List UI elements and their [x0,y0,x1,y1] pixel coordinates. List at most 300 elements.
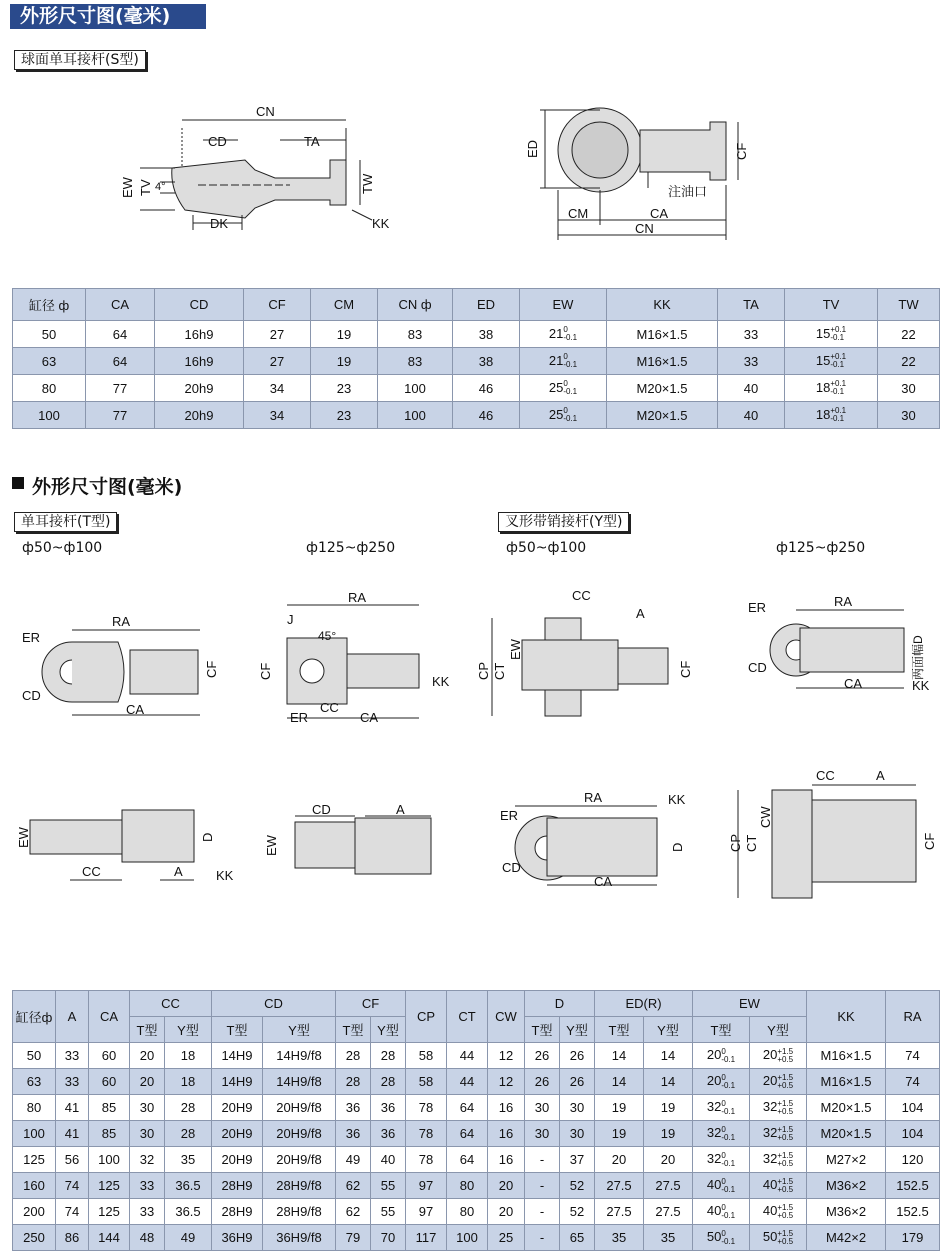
cell: 74 [56,1173,89,1199]
cell: 19 [644,1095,693,1121]
cell: 49 [165,1225,212,1251]
cell: 33 [718,321,785,348]
label-cn: CN [256,104,275,119]
cell: 64 [86,321,155,348]
t-y-type-drawings [0,580,950,910]
cell: 26 [525,1043,560,1069]
cell: 55 [371,1199,406,1225]
cell: - [525,1173,560,1199]
label-ra-7: RA [584,790,603,805]
cell: 125 [89,1199,130,1225]
cell: 20h9 [155,375,244,402]
cell: 36 [336,1121,371,1147]
label-ed: ED [525,139,540,158]
cell: 80 [13,1095,56,1121]
label-ew-6: EW [264,835,279,856]
cell: 36 [371,1121,406,1147]
cell: 20H9/f8 [263,1121,336,1147]
cell: 74 [886,1043,940,1069]
cell: 400 -0.1 [693,1199,750,1225]
cell: 30 [878,402,940,429]
label-cp-8: CP [728,833,743,852]
s-type-drawings [0,90,950,260]
cell: 56 [56,1147,89,1173]
cell: 77 [86,375,155,402]
col-cc: CC [130,991,212,1017]
label-oil-port: 注油口 [668,184,708,199]
label-a-3: A [636,606,645,621]
cell: 80 [13,375,86,402]
label-angle4: 4° [155,181,166,193]
cell: 74 [56,1199,89,1225]
cell: 200 -0.1 [693,1069,750,1095]
cell: 14H9/f8 [263,1043,336,1069]
label-cd: CD [208,134,227,149]
cell: 85 [89,1121,130,1147]
cell: 20 [488,1199,525,1225]
label-cf: CF [734,142,749,160]
table-row [13,375,940,402]
cell: 16h9 [155,321,244,348]
cell: 14 [595,1043,644,1069]
cell: 23 [311,402,378,429]
cell: 27.5 [595,1173,644,1199]
cell: 28H9 [212,1173,263,1199]
cell: 12 [488,1069,525,1095]
cell: 50 [13,1043,56,1069]
cell: 26 [525,1069,560,1095]
cell: 40 [718,402,785,429]
sub-y: Y型 [371,1017,406,1043]
cell: 36.5 [165,1173,212,1199]
label-a-8: A [876,768,885,783]
cell: 40 [718,375,785,402]
label-kk: KK [372,216,390,231]
label-er-2: ER [290,710,309,725]
label-d-5: D [200,832,215,842]
cell: 60 [89,1069,130,1095]
label-ew: EW [120,177,135,198]
label-cd-4: CD [748,660,767,675]
sub-t: T型 [130,1017,165,1043]
label-ca-2: CA [360,710,379,725]
label-ca-1: CA [126,702,145,717]
cell: M20×1.5 [607,375,718,402]
cell: 30 [525,1095,560,1121]
s-type-tag: 球面单耳接杆(S型) [14,50,146,70]
table-row [13,348,940,375]
cell: 20 [595,1147,644,1173]
cell: 32+1.5 +0.5 [750,1121,807,1147]
cell: 60 [89,1043,130,1069]
col-cd: CD [212,991,336,1017]
cell: 35 [595,1225,644,1251]
cell: 52 [560,1173,595,1199]
cell: M27×2 [807,1147,886,1173]
cell: M16×1.5 [607,321,718,348]
cell: 79 [336,1225,371,1251]
col-d: D [525,991,595,1017]
col-ra: RA [886,991,940,1043]
cell: M20×1.5 [807,1095,886,1121]
sub-t: T型 [693,1017,750,1043]
cell: 44 [447,1069,488,1095]
cell: 18 [165,1069,212,1095]
cell: 16 [488,1095,525,1121]
label-ca-4: CA [844,676,863,691]
cell: 16h9 [155,348,244,375]
cell: 100 [378,402,453,429]
cell: 100 [89,1147,130,1173]
cell: 30 [130,1095,165,1121]
cell: 28 [371,1043,406,1069]
col-tv: TV [785,289,878,321]
cell: 26 [560,1043,595,1069]
label-cc-8: CC [816,768,835,783]
cell: 144 [89,1225,130,1251]
cell: 16 [488,1121,525,1147]
cell: 152.5 [886,1199,940,1225]
label-ew-5: EW [16,827,31,848]
cell: 28H9/f8 [263,1173,336,1199]
cell: 50 [13,321,86,348]
col-kk: KK [807,991,886,1043]
cell: 78 [406,1147,447,1173]
label-a-6: A [396,802,405,817]
cell: 36.5 [165,1199,212,1225]
cell: 78 [406,1095,447,1121]
cell: 152.5 [886,1173,940,1199]
cell: 100 [13,1121,56,1147]
cell: 14 [644,1069,693,1095]
label-cf-8: CF [922,832,937,850]
cell: M16×1.5 [607,348,718,375]
cell: 20+1.5 +0.5 [750,1069,807,1095]
cell: 28H9/f8 [263,1199,336,1225]
cell: 19 [595,1121,644,1147]
sub-t: T型 [212,1017,263,1043]
col-bore: 缸径ф [13,991,56,1043]
cell: 34 [244,402,311,429]
col-cf: CF [336,991,406,1017]
cell: 320 -0.1 [693,1147,750,1173]
cell: 33 [56,1069,89,1095]
table-row [13,321,940,348]
label-dk: DK [210,216,229,231]
label-ct-8: CT [744,834,759,852]
col-cf: CF [244,289,311,321]
cell: 104 [886,1121,940,1147]
cell: 28 [336,1069,371,1095]
cell: 83 [378,348,453,375]
cell: 120 [886,1147,940,1173]
cell: 85 [89,1095,130,1121]
label-d-7: D [670,842,685,852]
label-cp-3: CP [476,661,491,680]
cell-tv: 15+0.1 -0.1 [785,348,878,375]
cell: 160 [13,1173,56,1199]
col-ew: EW [693,991,807,1017]
cell: 30 [130,1121,165,1147]
cell: 100 [378,375,453,402]
section1-title: 外形尺寸图(毫米) [10,4,206,29]
cell: 62 [336,1199,371,1225]
col-cn: CN ф [378,289,453,321]
col-ca: CA [89,991,130,1043]
sub-y: Y型 [644,1017,693,1043]
cell: 63 [13,348,86,375]
cell: 23 [311,375,378,402]
cell: 55 [371,1173,406,1199]
cell: 33 [718,348,785,375]
table-row [13,1069,940,1095]
label-two-face-4: 两面幅D [911,635,925,680]
cell: 36 [336,1095,371,1121]
label-cf-3: CF [678,660,693,678]
col-cm: CM [311,289,378,321]
sub-t: T型 [595,1017,644,1043]
cell: 38 [453,348,520,375]
label-cd-1: CD [22,688,41,703]
cell: 30 [878,375,940,402]
cell-tv: 18+0.1 -0.1 [785,402,878,429]
cell: 28 [165,1121,212,1147]
cell: 34 [244,375,311,402]
cell: 97 [406,1199,447,1225]
table-row [13,1225,940,1251]
cell-ew: 250 -0.1 [520,375,607,402]
cell: M42×2 [807,1225,886,1251]
cell: - [525,1199,560,1225]
cell: 14 [644,1043,693,1069]
sub-t: T型 [525,1017,560,1043]
cell: 77 [86,402,155,429]
cell: 100 [13,402,86,429]
cell: 40+1.5 +0.5 [750,1173,807,1199]
cell: 35 [644,1225,693,1251]
cell: 36H9 [212,1225,263,1251]
cell: 20 [130,1069,165,1095]
label-kk-4: KK [912,678,930,693]
cell: 19 [311,348,378,375]
cell: 40 [371,1147,406,1173]
col-cw: CW [488,991,525,1043]
label-tw: TW [360,173,375,194]
label-cf-1: CF [204,660,219,678]
y-type-tag: 叉形带销接杆(Y型) [498,512,629,532]
cell: 320 -0.1 [693,1121,750,1147]
cell: 14H9 [212,1069,263,1095]
cell: 50+1.5 +0.5 [750,1225,807,1251]
range-y-large: ф125~ф250 [776,540,866,556]
cell: 52 [560,1199,595,1225]
section2-title: 外形尺寸图(毫米) [32,476,183,498]
cell: 14H9 [212,1043,263,1069]
label-kk-5: KK [216,868,234,883]
table-row [13,1173,940,1199]
range-t-large: ф125~ф250 [306,540,396,556]
label-j-2: J [287,612,294,627]
cell: 18 [165,1043,212,1069]
cell: 64 [447,1147,488,1173]
cell: 20 [130,1043,165,1069]
cell: M20×1.5 [807,1121,886,1147]
label-ra-2: RA [348,590,367,605]
table-row [13,1095,940,1121]
label-cf-2: CF [258,662,273,680]
cell: 78 [406,1121,447,1147]
cell: 62 [336,1173,371,1199]
cell: 20 [488,1173,525,1199]
col-ct: CT [447,991,488,1043]
table-row [13,402,940,429]
range-y-small: ф50~ф100 [506,540,587,556]
sub-y: Y型 [263,1017,336,1043]
cell: 16 [488,1147,525,1173]
cell: 20 [644,1147,693,1173]
cell: 12 [488,1043,525,1069]
cell: 27 [244,321,311,348]
col-a: A [56,991,89,1043]
cell: 19 [644,1121,693,1147]
cell: 27.5 [595,1199,644,1225]
cell: 32+1.5 +0.5 [750,1147,807,1173]
label-cw-8: CW [758,806,773,828]
cell: 63 [13,1069,56,1095]
label-tv: TV [138,179,153,196]
cell: 27.5 [644,1199,693,1225]
cell: 30 [525,1121,560,1147]
cell: 32+1.5 +0.5 [750,1095,807,1121]
label-kk-7: KK [668,792,686,807]
cell: 37 [560,1147,595,1173]
cell: 70 [371,1225,406,1251]
cell: 46 [453,375,520,402]
section2-bullet [12,477,24,489]
cell: 35 [165,1147,212,1173]
label-cc-5: CC [82,864,101,879]
cell: 22 [878,348,940,375]
cell: 41 [56,1121,89,1147]
label-cc-3: CC [572,588,591,603]
sub-y: Y型 [750,1017,807,1043]
table-row [13,1199,940,1225]
cell: 40+1.5 +0.5 [750,1199,807,1225]
sub-t: T型 [336,1017,371,1043]
label-ca-7: CA [594,874,613,889]
cell: 33 [130,1199,165,1225]
cell: 80 [447,1173,488,1199]
cell: M36×2 [807,1173,886,1199]
cell-ew: 250 -0.1 [520,402,607,429]
cell: 32 [130,1147,165,1173]
col-kk: KK [607,289,718,321]
cell: 200 [13,1199,56,1225]
cell: 104 [886,1095,940,1121]
label-cd-7: CD [502,860,521,875]
cell: 200 -0.1 [693,1043,750,1069]
cell: 58 [406,1043,447,1069]
cell: 48 [130,1225,165,1251]
label-ct-3: CT [492,662,507,680]
t-type-tag: 单耳接杆(T型) [14,512,117,532]
sub-y: Y型 [165,1017,212,1043]
col-ca: CA [86,289,155,321]
cell: 500 -0.1 [693,1225,750,1251]
cell: 26 [560,1069,595,1095]
cell: 33 [130,1173,165,1199]
label-er-7: ER [500,808,519,823]
table-row [13,1121,940,1147]
cell: 28 [165,1095,212,1121]
label-kk-2: KK [432,674,450,689]
cell: M20×1.5 [607,402,718,429]
label-cc-2: CC [320,700,339,715]
cell: 125 [89,1173,130,1199]
col-ta: TA [718,289,785,321]
label-ra-4: RA [834,594,853,609]
cell-tv: 18+0.1 -0.1 [785,375,878,402]
cell: 19 [311,321,378,348]
cell: 400 -0.1 [693,1173,750,1199]
cell: M16×1.5 [807,1043,886,1069]
cell: 65 [560,1225,595,1251]
cell-ew: 210 -0.1 [520,348,607,375]
cell: 97 [406,1173,447,1199]
sub-y: Y型 [560,1017,595,1043]
cell: - [525,1147,560,1173]
label-cn-right: CN [635,221,654,236]
label-cm: CM [568,206,589,221]
cell: 30 [560,1121,595,1147]
cell: 14H9/f8 [263,1069,336,1095]
col-cd: CD [155,289,244,321]
col-tw: TW [878,289,940,321]
table-row [13,1147,940,1173]
cell-tv: 15+0.1 -0.1 [785,321,878,348]
label-er-1: ER [22,630,41,645]
cell: 250 [13,1225,56,1251]
label-ta: TA [304,134,320,149]
cell: 19 [595,1095,644,1121]
col-ew: EW [520,289,607,321]
label-ca: CA [650,206,669,221]
col-cp: CP [406,991,447,1043]
cell: 320 -0.1 [693,1095,750,1121]
cell: 20H9 [212,1147,263,1173]
s-type-table [12,288,940,429]
cell: 64 [447,1095,488,1121]
col-ed: ED(R) [595,991,693,1017]
cell: 25 [488,1225,525,1251]
cell: M16×1.5 [807,1069,886,1095]
cell: 100 [447,1225,488,1251]
cell: 20H9/f8 [263,1147,336,1173]
cell: 20h9 [155,402,244,429]
cell: 80 [447,1199,488,1225]
cell: 38 [453,321,520,348]
cell: 28 [371,1069,406,1095]
cell: 64 [447,1121,488,1147]
label-a-5: A [174,864,183,879]
cell: 86 [56,1225,89,1251]
cell: 20H9 [212,1095,263,1121]
cell-ew: 210 -0.1 [520,321,607,348]
range-t-small: ф50~ф100 [22,540,103,556]
col-bore: 缸径 ф [13,289,86,321]
label-ew-3: EW [508,639,523,660]
cell: 27.5 [644,1173,693,1199]
